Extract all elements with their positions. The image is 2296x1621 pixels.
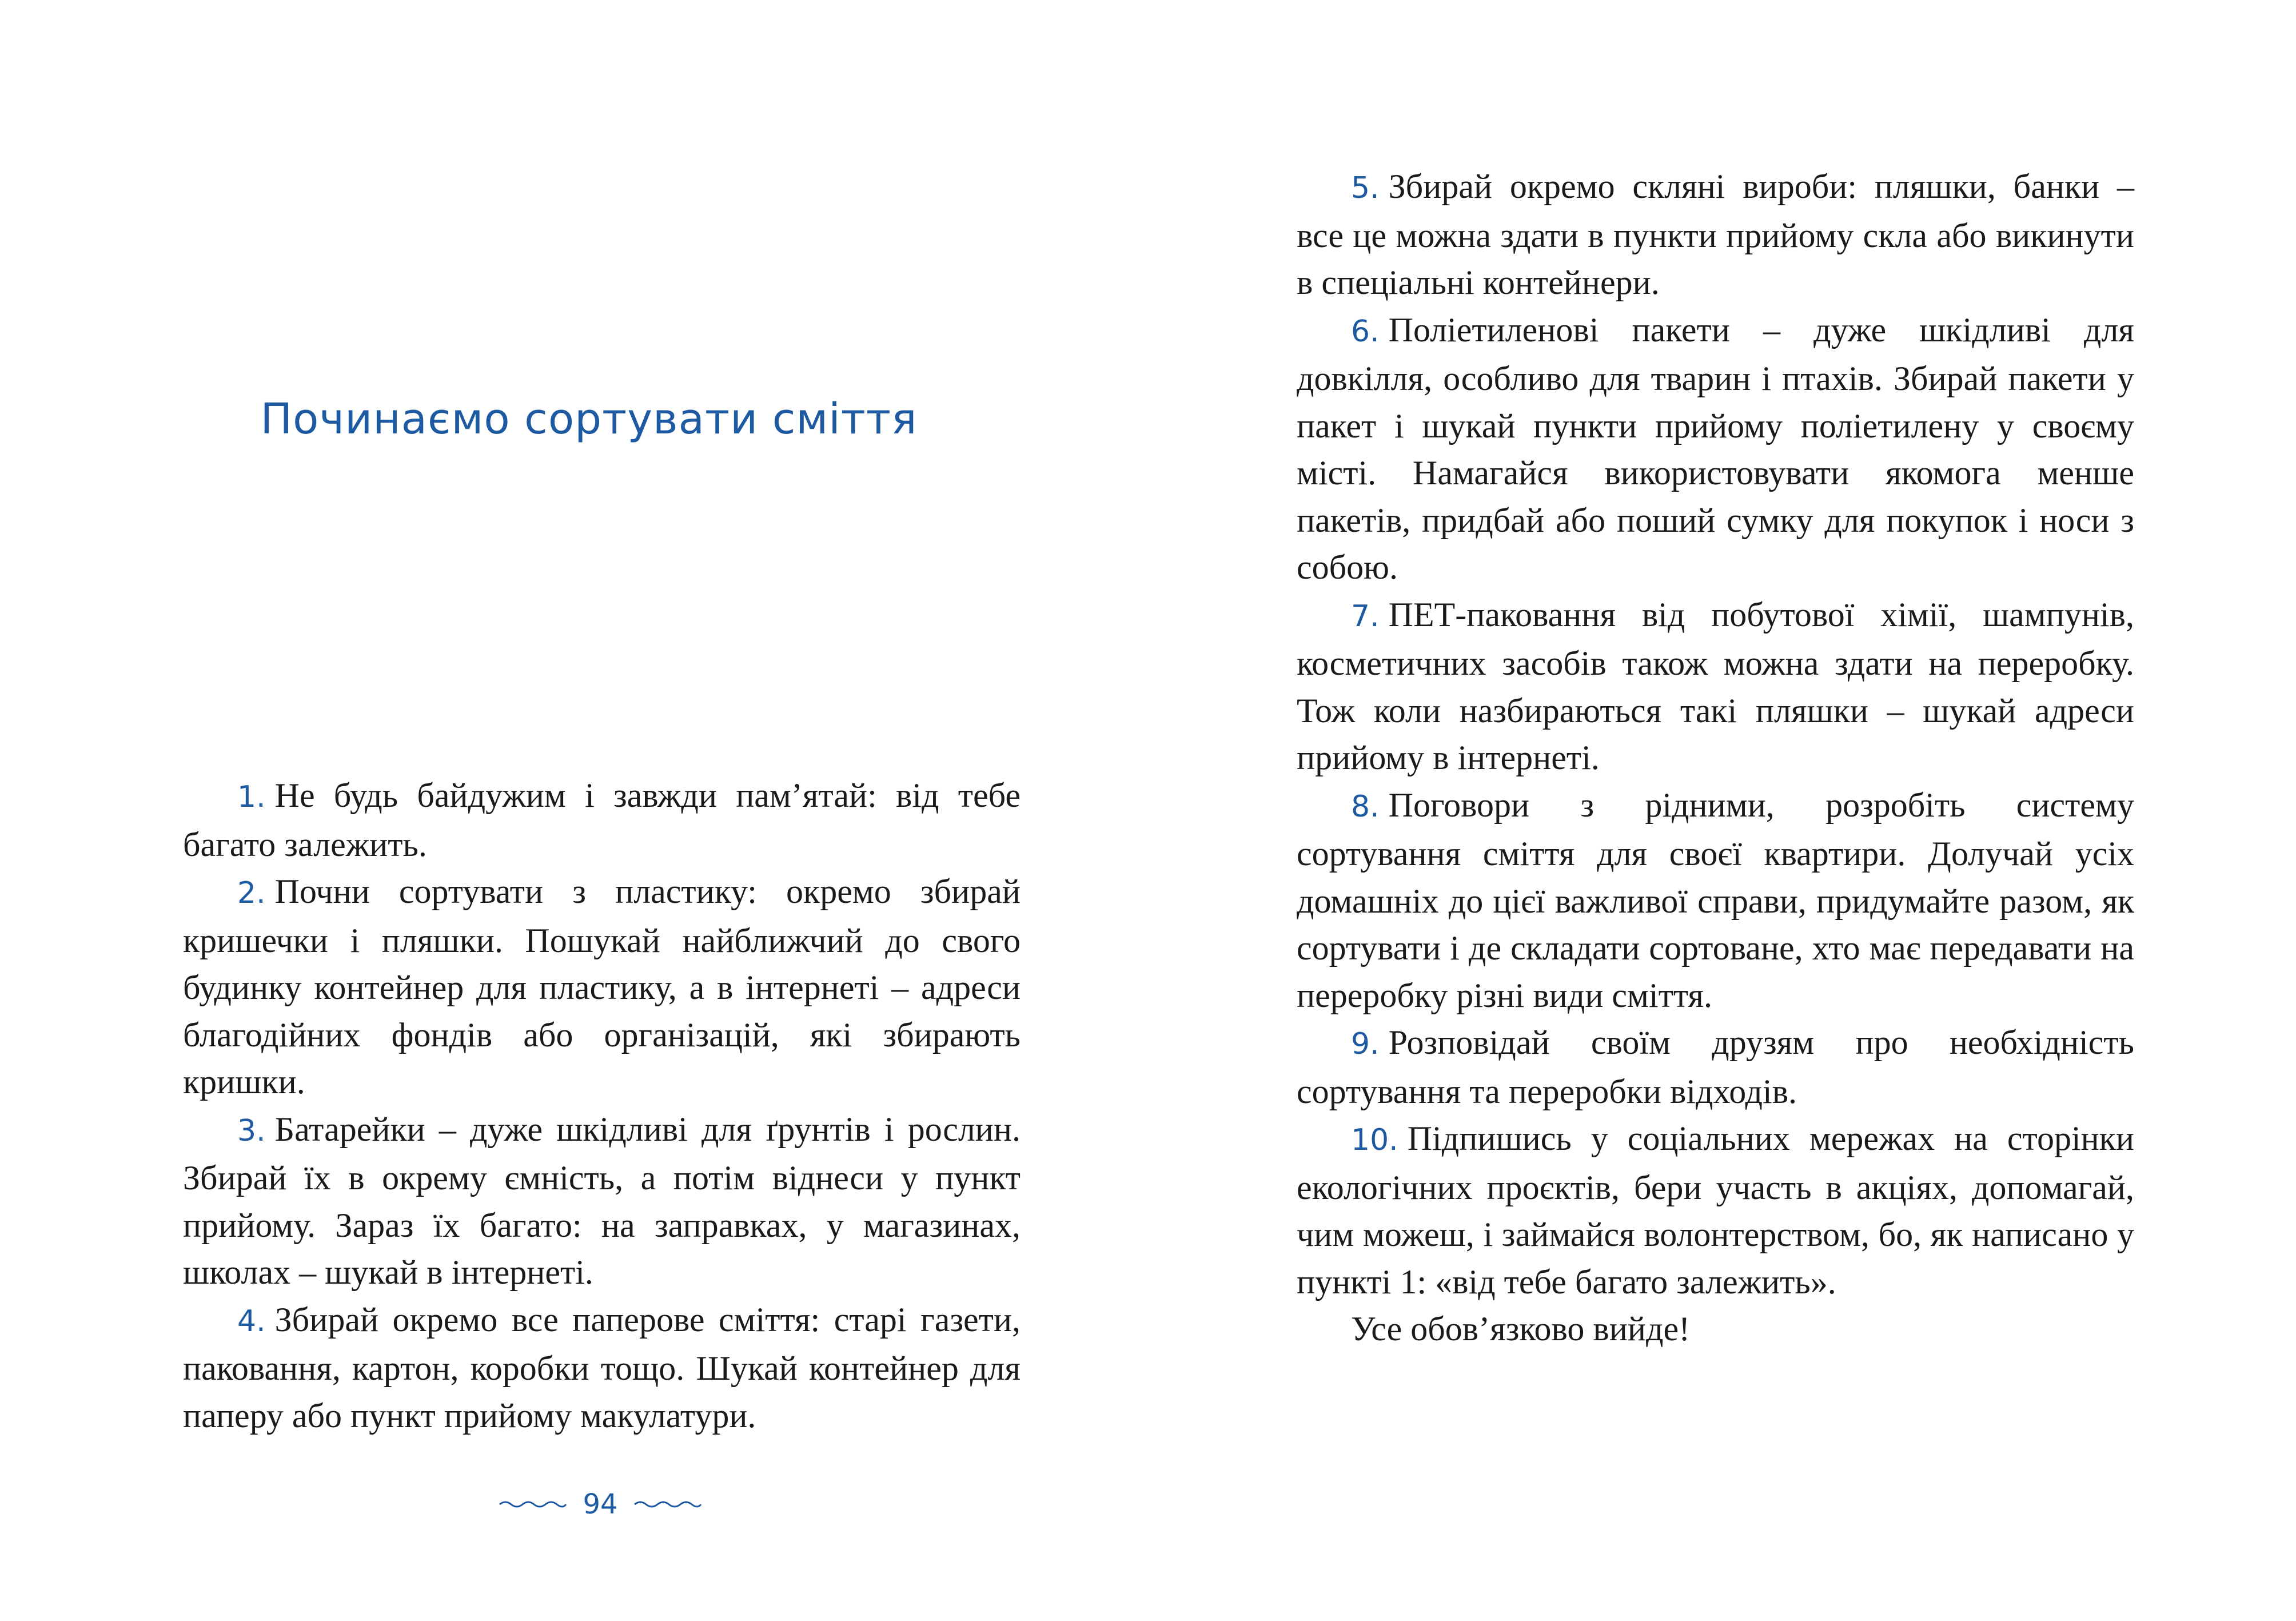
- item-number: 1.: [237, 780, 266, 814]
- item-number: 6.: [1351, 314, 1380, 349]
- item-text: Не будь байдужим і завжди пам’ятай: від тебе багато залежить.: [183, 776, 1021, 863]
- item-number: 5.: [1351, 171, 1380, 205]
- list-item: [183, 772, 1021, 868]
- list-item: [1297, 306, 2134, 591]
- item-number: 10.: [1351, 1123, 1398, 1157]
- item-text: Батарейки – дуже шкідливі для ґрунтів і рослин. Збирай їх в окрему ємність, а потім віднеси у пункт прийому. Зараз їх багато: на заправках, у магазинах, школах – шукай в інтернеті.: [183, 1110, 1021, 1291]
- item-number: 2.: [237, 876, 266, 910]
- page-title: Починаємо сортувати сміття: [260, 395, 918, 444]
- tips-list-left: [183, 772, 1021, 1439]
- wave-ornament-right-icon: [633, 1497, 702, 1511]
- item-text: Розповідай своїм друзям про необхідність сортування та переробки відходів.: [1297, 1023, 2134, 1110]
- item-text: ПЕТ-паковання від побутової хімії, шампунів, косметичних засобів також можна здати на переробку. Тож коли назбираються такі пляшки – шукай адреси прийому в інтернеті.: [1297, 595, 2134, 776]
- item-text: Почни сортувати з пластику: окремо збирай кришечки і пляшки. Пошукай найближчий до свого будинку контейнер для пластику, а в інтернеті – адреси благодійних фондів або організацій, які збирають кришки.: [183, 873, 1021, 1101]
- closing-line: Усе обов’язково вийде!: [1351, 1310, 1691, 1348]
- page-number: 94: [583, 1488, 618, 1520]
- item-number: 3.: [237, 1113, 266, 1148]
- item-text: Поговори з рідними, розробіть систему сортування сміття для своєї квартири. Долучай усіх домашніх до цієї важливої справи, придумайте разом, як сортувати і де складати сортоване, хто має передавати на переробку різні види сміття.: [1297, 786, 2134, 1014]
- list-item: [183, 1296, 1021, 1440]
- list-item: [1297, 591, 2134, 782]
- item-text: Збирай окремо скляні вироби: пляшки, банки – все це можна здати в пункти прийому скла або викинути в спеціальні контейнери.: [1297, 168, 2134, 301]
- list-item: [1297, 782, 2134, 1019]
- item-number: 8.: [1351, 789, 1380, 824]
- list-item: [183, 868, 1021, 1106]
- wave-ornament-left-icon: [499, 1497, 567, 1511]
- item-text: Збирай окремо все паперове сміття: старі газети, паковання, картон, коробки тощо. Шукай контейнер для паперу або пункт прийому макулатури.: [183, 1300, 1021, 1435]
- tips-list-right: [1297, 163, 2134, 1353]
- list-item: [183, 1106, 1021, 1296]
- item-number: 4.: [237, 1304, 266, 1339]
- item-number: 9.: [1351, 1027, 1380, 1061]
- list-item: [1297, 163, 2134, 306]
- list-item: [1297, 1019, 2134, 1115]
- list-item: [1297, 1115, 2134, 1305]
- page-footer: [0, 1485, 1201, 1522]
- right-page: [1148, 0, 2296, 1621]
- item-text: Підпишись у соціальних мережах на сторінки екологічних проєктів, бери участь в акціях, допомагай, чим можеш, і займайся волонтерством, бо, як написано у пункті 1: «від тебе багато залежить».: [1297, 1120, 2134, 1301]
- item-text: Поліетиленові пакети – дуже шкідливі для довкілля, особливо для тварин і птахів. Збирай пакети у пакет і шукай пункти прийому поліетилену у своєму місті. Намагайся використовувати якомога менше пакетів, придбай або поший сумку для покупок і носи з собою.: [1297, 310, 2134, 586]
- item-number: 7.: [1351, 599, 1380, 634]
